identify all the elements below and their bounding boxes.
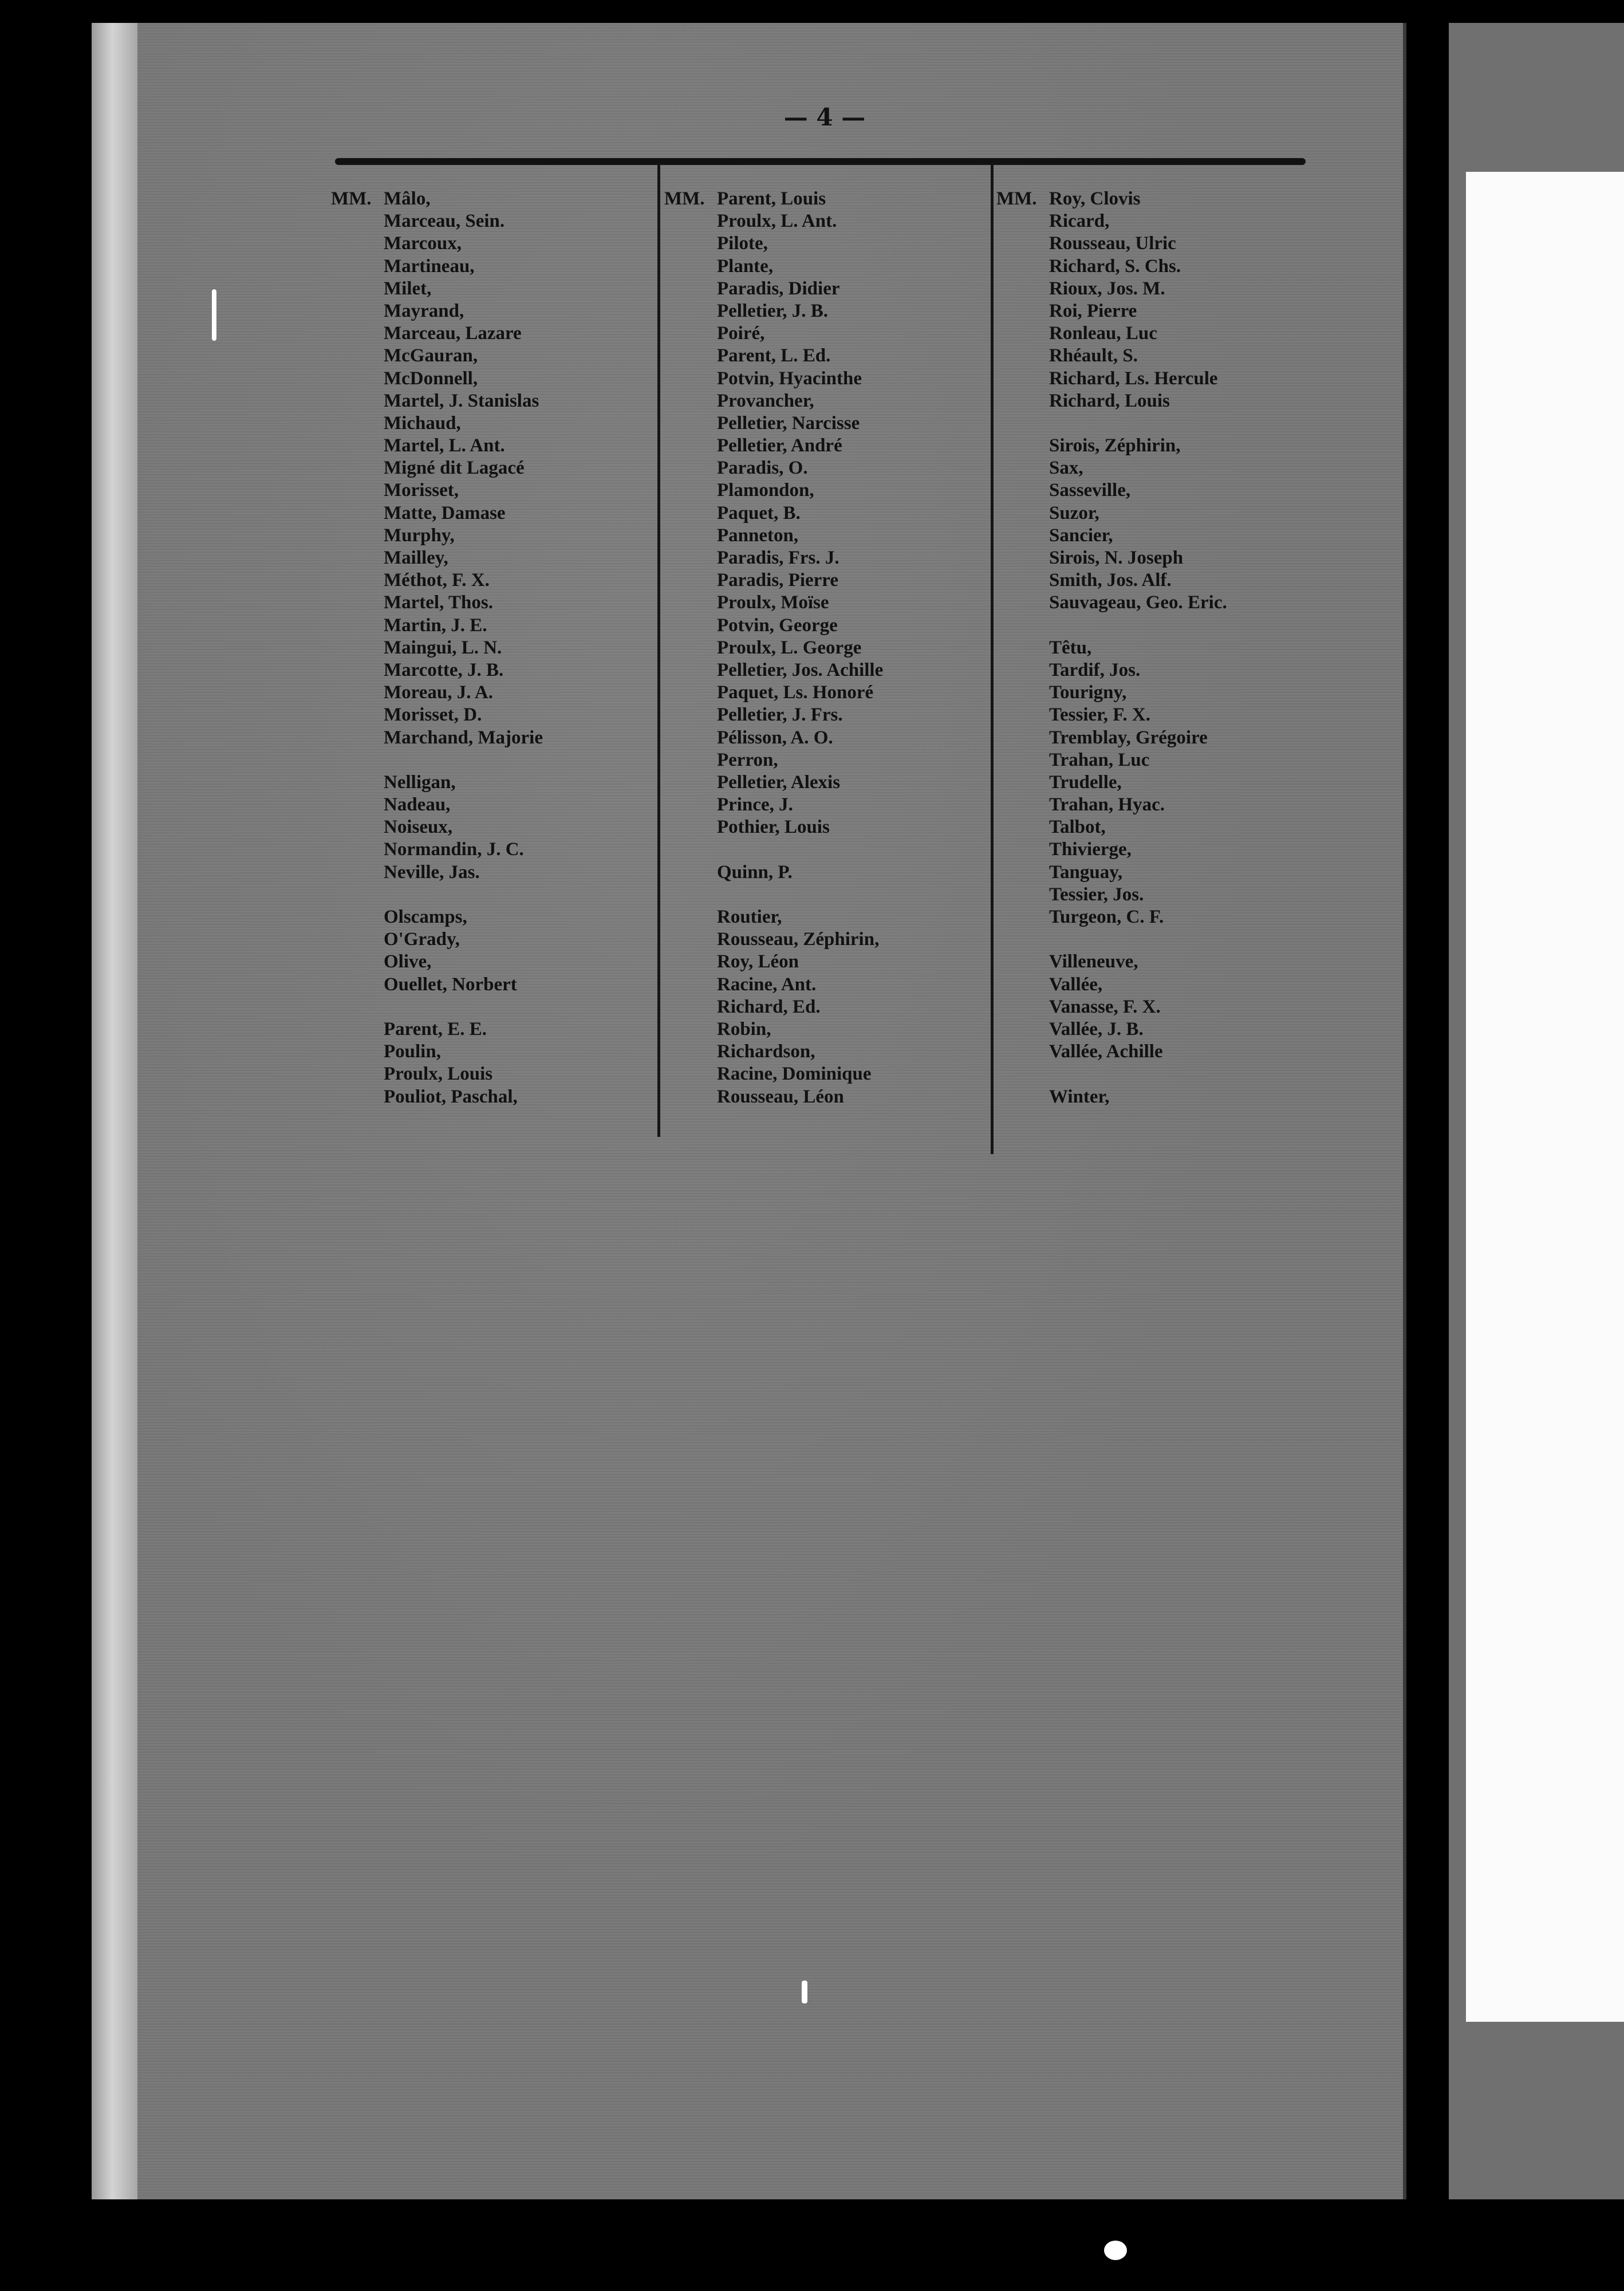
name-text: Marchand, Majorie (384, 727, 543, 748)
name-entry (384, 704, 543, 726)
name-text: Murphy, (384, 525, 455, 546)
name-text: Thivierge, (1049, 839, 1132, 860)
name-entry (384, 682, 543, 704)
name-text: Sax, (1049, 458, 1083, 479)
name-entry (1049, 861, 1227, 884)
name-entry (384, 615, 543, 637)
name-entry (384, 974, 543, 996)
name-entry (384, 479, 543, 502)
name-text: Pelletier, J. Frs. (717, 704, 843, 726)
name-text: Quinn, P. (717, 861, 793, 883)
name-entry (384, 457, 543, 479)
name-entry (1049, 255, 1227, 278)
name-text: Pilote, (717, 233, 768, 254)
name-text: Trahan, Luc (1049, 749, 1150, 770)
name-text: Noiseux, (384, 817, 453, 838)
name-text: Ronleau, Luc (1049, 323, 1157, 344)
name-text: Vallée, Achille (1049, 1041, 1163, 1062)
name-text: Moreau, J. A. (384, 682, 493, 703)
name-entry (717, 502, 883, 525)
name-text: Richardson, (717, 1041, 815, 1062)
name-text: Talbot, (1049, 817, 1106, 838)
name-text: Nelligan, (384, 771, 456, 793)
name-entry (1049, 974, 1227, 996)
name-entry (384, 1041, 543, 1063)
name-text: Roy, Clovis (1049, 188, 1141, 209)
name-text: Pouliot, Paschal, (384, 1086, 518, 1107)
name-text: Roi, Pierre (1049, 300, 1137, 321)
name-entry (717, 749, 883, 771)
name-entry (384, 727, 543, 749)
name-column-2 (664, 188, 884, 1108)
name-entry (1049, 300, 1227, 322)
name-text: Pelletier, Alexis (717, 771, 841, 793)
honorific-label: MM. (331, 188, 372, 209)
name-text: Rioux, Jos. M. (1049, 278, 1165, 299)
name-text: Mailley, (384, 548, 448, 568)
section-gap (1049, 412, 1227, 435)
name-entry (1049, 435, 1227, 457)
name-entry (384, 390, 543, 412)
name-entry (717, 1018, 883, 1041)
name-text: Pothier, Louis (717, 817, 830, 838)
name-text: Martel, L. Ant. (384, 435, 505, 456)
name-text: Potvin, Hyacinthe (717, 368, 862, 389)
name-text: Tessier, F. X. (1049, 704, 1150, 726)
section-gap (384, 996, 543, 1018)
name-text: Morisset, (384, 480, 459, 501)
header-rule (335, 158, 1306, 165)
name-entry (384, 547, 543, 569)
name-entry (1049, 322, 1227, 345)
name-text: Olive, (384, 951, 432, 973)
name-text: Marceau, Lazare (384, 323, 522, 344)
name-entry (384, 322, 543, 345)
page-binding-edge (92, 23, 137, 2199)
name-text: Têtu, (1049, 637, 1092, 658)
name-text: Pelletier, André (717, 435, 842, 456)
name-text: Martineau, (384, 255, 475, 277)
name-entry (1049, 816, 1227, 839)
name-entry (1049, 951, 1227, 973)
name-text: Martin, J. E. (384, 615, 487, 636)
name-entry (384, 1063, 543, 1085)
name-text: Plamondon, (717, 480, 814, 501)
section-gap (1049, 928, 1227, 951)
name-entry (1049, 457, 1227, 479)
name-text: Tessier, Jos. (1049, 884, 1144, 905)
name-text: Mâlo, (384, 188, 431, 209)
name-text: McGauran, (384, 345, 478, 367)
name-entry (384, 1086, 543, 1108)
name-text: Racine, Dominique (717, 1064, 872, 1085)
name-entry (384, 233, 543, 255)
name-entry (384, 368, 543, 390)
name-text: Martel, J. Stanislas (384, 390, 539, 411)
name-text: Panneton, (717, 525, 799, 546)
name-entry (1049, 771, 1227, 794)
name-entry (1049, 368, 1227, 390)
name-entry (384, 435, 543, 457)
name-text: Richard, S. Chs. (1049, 255, 1181, 277)
name-entry (384, 569, 543, 592)
name-text: Richard, Ls. Hercule (1049, 368, 1218, 389)
name-entry (384, 345, 543, 367)
name-text: Perron, (717, 749, 778, 770)
name-text: Ouellet, Norbert (384, 974, 517, 995)
name-entry (717, 592, 883, 614)
name-text: Sasseville, (1049, 480, 1131, 501)
honorific-label: MM. (664, 188, 705, 209)
name-text: Prince, J. (717, 794, 793, 816)
name-entry (717, 704, 883, 726)
name-entry (384, 951, 543, 973)
name-entry (1049, 1018, 1227, 1041)
dust-speck (802, 1981, 807, 2003)
name-text: Paradis, Didier (717, 278, 840, 299)
section-gap (717, 884, 883, 906)
name-text: Richard, Ed. (717, 996, 821, 1017)
name-text: Proulx, Louis (384, 1064, 493, 1085)
name-entry (717, 479, 883, 502)
name-entry (717, 771, 883, 794)
name-entry (1049, 479, 1227, 502)
name-entry (1049, 1086, 1227, 1108)
name-entry (717, 435, 883, 457)
name-entry (1049, 839, 1227, 861)
name-text: Rousseau, Zéphirin, (717, 929, 880, 950)
name-text: Neville, Jas. (384, 861, 480, 883)
name-entry (1049, 637, 1227, 659)
name-entry (384, 771, 543, 794)
section-gap (384, 749, 543, 771)
name-text: Provancher, (717, 390, 814, 411)
name-entry (717, 974, 883, 996)
section-gap (384, 884, 543, 906)
name-entry (717, 233, 883, 255)
name-entry (717, 682, 883, 704)
name-text: Routier, (717, 907, 782, 927)
name-entry (664, 188, 883, 210)
name-entry (1049, 525, 1227, 547)
name-entry (1049, 278, 1227, 300)
name-entry (717, 1086, 883, 1108)
name-entry (384, 816, 543, 839)
name-text: Olscamps, (384, 907, 467, 927)
name-text: Tremblay, Grégoire (1049, 727, 1208, 748)
name-entry (717, 951, 883, 973)
section-gap (1049, 1063, 1227, 1085)
page-number: — 4 — (783, 103, 866, 131)
name-entry (1049, 884, 1227, 906)
name-text: Proulx, L. George (717, 637, 862, 658)
name-entry (384, 502, 543, 525)
name-entry (717, 412, 883, 435)
name-text: Tourigny, (1049, 682, 1127, 703)
name-entry (384, 839, 543, 861)
name-text: Proulx, Moïse (717, 592, 829, 613)
name-entry (1049, 794, 1227, 816)
name-entry (717, 615, 883, 637)
name-text: Sirois, N. Joseph (1049, 548, 1184, 568)
name-entry (717, 861, 883, 884)
honorific-label: MM. (996, 188, 1037, 209)
name-text: Parent, Louis (717, 188, 826, 209)
name-text: Marcoux, (384, 233, 462, 254)
name-text: Paradis, Pierre (717, 570, 838, 591)
name-text: Pelletier, Jos. Achille (717, 659, 884, 680)
name-text: Tanguay, (1049, 861, 1123, 883)
name-entry (717, 547, 883, 569)
name-text: Poiré, (717, 323, 765, 344)
name-text: Vallée, (1049, 974, 1103, 995)
name-text: Winter, (1049, 1086, 1110, 1107)
name-entry (717, 322, 883, 345)
name-text: Poulin, (384, 1041, 441, 1062)
name-text: Turgeon, C. F. (1049, 907, 1164, 927)
name-entry (384, 278, 543, 300)
column-divider (657, 163, 660, 1137)
name-entry (331, 188, 543, 210)
name-text: Martel, Thos. (384, 592, 493, 613)
name-entry (717, 727, 883, 749)
name-entry (1049, 569, 1227, 592)
name-text: Parent, E. E. (384, 1018, 487, 1040)
name-text: Pelletier, Narcisse (717, 412, 860, 434)
name-text: Proulx, L. Ant. (717, 211, 837, 232)
name-text: Sauvageau, Geo. Eric. (1049, 592, 1227, 613)
name-text: Potvin, George (717, 615, 838, 636)
name-entry (717, 525, 883, 547)
name-text: O'Grady, (384, 929, 460, 950)
name-entry (1049, 704, 1227, 726)
name-entry (717, 278, 883, 300)
adjacent-blank-sheet (1466, 172, 1624, 2022)
name-text: Rousseau, Léon (717, 1086, 844, 1107)
name-text: Villeneuve, (1049, 951, 1138, 973)
name-text: Rhéault, S. (1049, 345, 1138, 367)
name-entry (1049, 210, 1227, 233)
name-entry (717, 816, 883, 839)
name-entry (384, 637, 543, 659)
name-text: Parent, L. Ed. (717, 345, 831, 367)
name-entry (384, 794, 543, 816)
name-column-3 (996, 188, 1227, 1108)
name-text: Suzor, (1049, 502, 1099, 523)
name-text: Normandin, J. C. (384, 839, 524, 860)
name-text: Plante, (717, 255, 774, 277)
name-entry (717, 457, 883, 479)
name-text: Milet, (384, 278, 432, 299)
name-text: Tardif, Jos. (1049, 659, 1141, 680)
name-entry (1049, 682, 1227, 704)
name-text: Richard, Louis (1049, 390, 1170, 411)
dust-speck (1104, 2241, 1127, 2260)
name-text: Sirois, Zéphirin, (1049, 435, 1181, 456)
name-entry (1049, 659, 1227, 682)
name-text: Michaud, (384, 412, 461, 434)
column-divider (991, 163, 994, 1154)
name-text: Ricard, (1049, 211, 1110, 232)
name-entry (384, 906, 543, 928)
dust-speck (212, 289, 216, 341)
name-text: Racine, Ant. (717, 974, 817, 995)
name-text: Rousseau, Ulric (1049, 233, 1176, 254)
name-entry (1049, 906, 1227, 928)
name-entry (1049, 345, 1227, 367)
name-entry (717, 928, 883, 951)
name-entry (996, 188, 1227, 210)
name-text: Mayrand, (384, 300, 464, 321)
name-text: Trudelle, (1049, 771, 1122, 793)
name-text: Vallée, J. B. (1049, 1018, 1144, 1040)
name-entry (717, 996, 883, 1018)
name-entry (1049, 749, 1227, 771)
section-gap (1049, 615, 1227, 637)
name-entry (1049, 233, 1227, 255)
name-entry (384, 861, 543, 884)
name-text: Trahan, Hyac. (1049, 794, 1165, 816)
name-entry (717, 345, 883, 367)
name-entry (717, 390, 883, 412)
name-text: Smith, Jos. Alf. (1049, 570, 1172, 591)
name-column-1 (331, 188, 543, 1108)
name-text: Paradis, O. (717, 458, 808, 479)
name-text: Méthot, F. X. (384, 570, 490, 591)
name-entry (717, 255, 883, 278)
name-entry (384, 928, 543, 951)
name-text: Marcotte, J. B. (384, 659, 504, 680)
name-text: Matte, Damase (384, 502, 506, 523)
name-entry (384, 255, 543, 278)
name-entry (717, 1063, 883, 1085)
name-entry (1049, 547, 1227, 569)
name-entry (1049, 390, 1227, 412)
name-entry (717, 1041, 883, 1063)
name-text: Vanasse, F. X. (1049, 996, 1161, 1017)
name-entry (384, 412, 543, 435)
name-text: Nadeau, (384, 794, 451, 816)
name-text: Paquet, B. (717, 502, 801, 523)
name-text: Robin, (717, 1018, 771, 1040)
name-text: Paquet, Ls. Honoré (717, 682, 874, 703)
name-entry (717, 210, 883, 233)
name-entry (1049, 727, 1227, 749)
name-entry (1049, 502, 1227, 525)
name-entry (717, 569, 883, 592)
name-entry (1049, 1041, 1227, 1063)
name-text: Marceau, Sein. (384, 211, 505, 232)
name-entry (1049, 592, 1227, 614)
name-entry (717, 368, 883, 390)
name-entry (384, 659, 543, 682)
name-entry (717, 794, 883, 816)
name-text: Morisset, D. (384, 704, 482, 726)
name-entry (384, 525, 543, 547)
name-text: McDonnell, (384, 368, 478, 389)
name-text: Migné dit Lagacé (384, 458, 525, 479)
name-entry (384, 1018, 543, 1041)
name-entry (384, 210, 543, 233)
name-entry (717, 659, 883, 682)
section-gap (717, 839, 883, 861)
name-entry (384, 592, 543, 614)
name-entry (1049, 996, 1227, 1018)
name-entry (717, 300, 883, 322)
name-entry (717, 637, 883, 659)
name-text: Paradis, Frs. J. (717, 548, 839, 568)
name-text: Pélisson, A. O. (717, 727, 833, 748)
name-text: Roy, Léon (717, 951, 799, 973)
name-text: Pelletier, J. B. (717, 300, 828, 321)
name-text: Maingui, L. N. (384, 637, 502, 658)
name-entry (717, 906, 883, 928)
name-text: Sancier, (1049, 525, 1113, 546)
name-entry (384, 300, 543, 322)
